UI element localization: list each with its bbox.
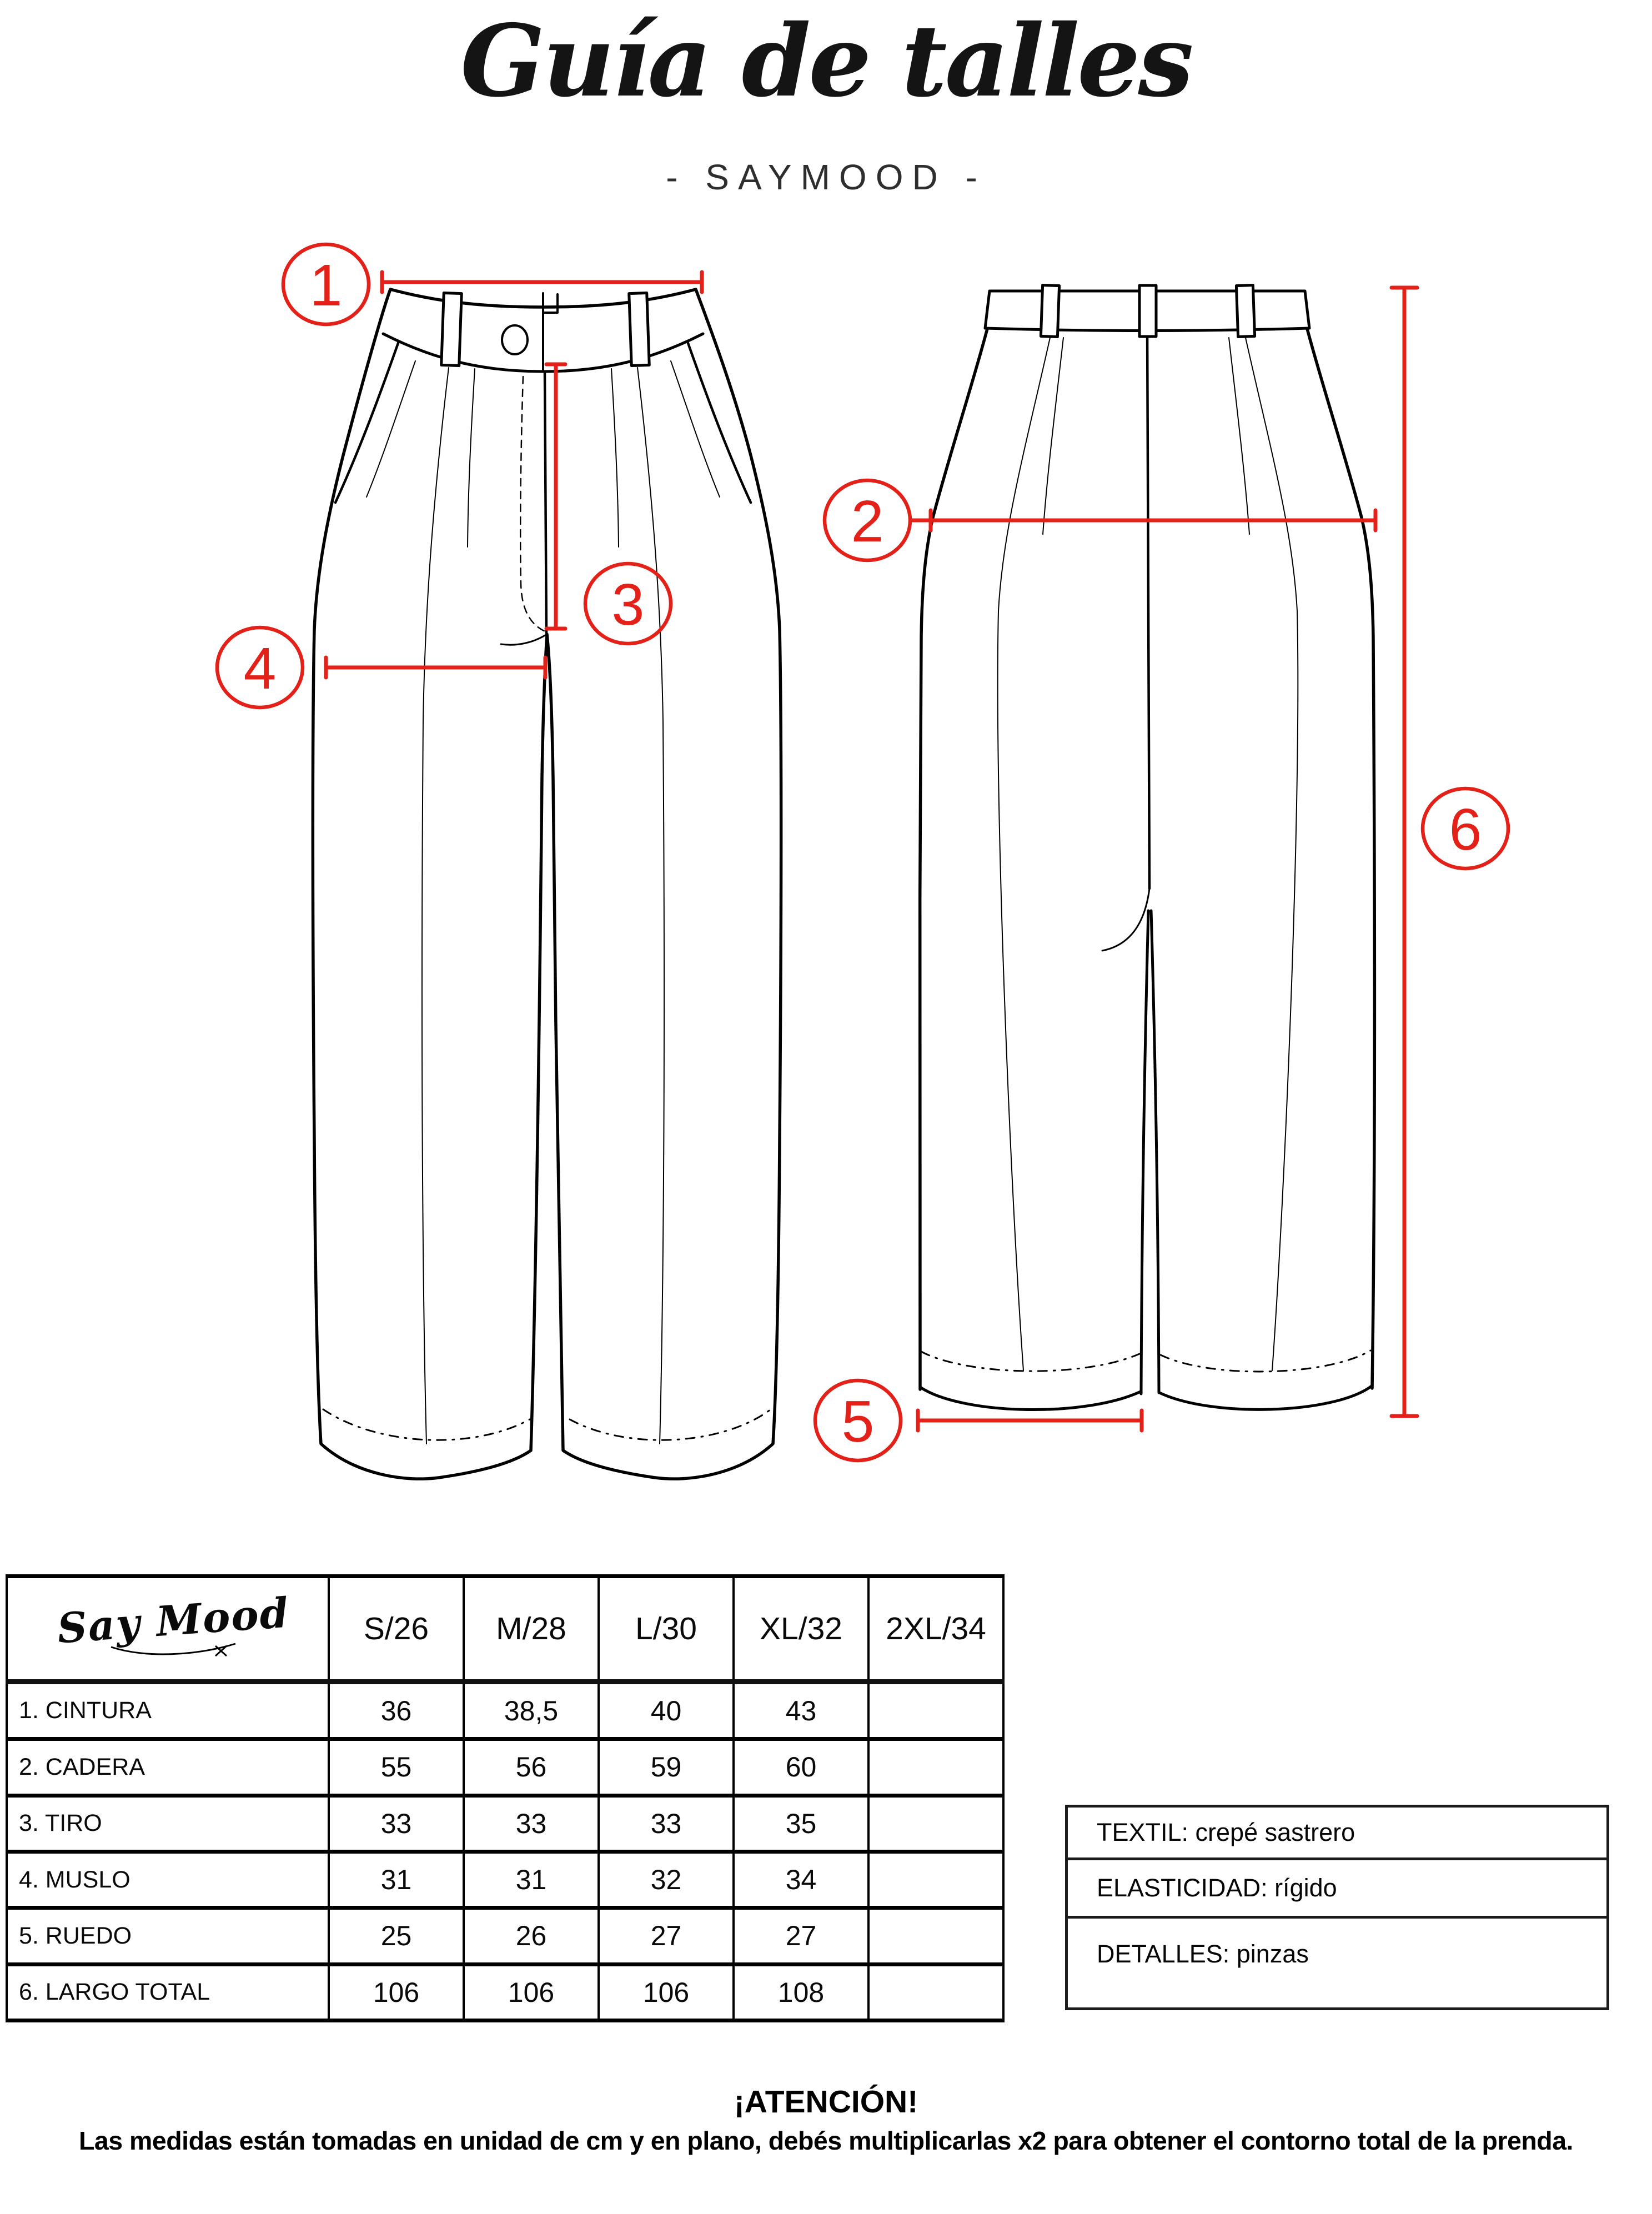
warning-body: Las medidas están tomadas en unidad de cm y en plano, debés multiplicarlas x2 para obtener el contorno total de la prenda. bbox=[79, 2126, 1573, 2155]
cell-value bbox=[868, 1795, 1003, 1851]
front-left-crease bbox=[422, 368, 449, 1444]
cell-value: 31 bbox=[329, 1851, 464, 1907]
cell-value: 31 bbox=[464, 1851, 599, 1907]
front-right-pocket-bag bbox=[671, 361, 720, 497]
cell-value: 26 bbox=[464, 1908, 599, 1964]
front-left-pocket-bag bbox=[366, 361, 415, 497]
cell-value: 33 bbox=[599, 1795, 734, 1851]
cell-value bbox=[868, 1908, 1003, 1964]
callout-number-5: 5 bbox=[841, 1389, 875, 1454]
size-col-header: M/28 bbox=[464, 1577, 599, 1682]
front-right-hem-dashed bbox=[570, 1409, 771, 1440]
back-left-hem-dashed bbox=[921, 1352, 1139, 1371]
front-button bbox=[502, 325, 528, 354]
back-crotch-curve bbox=[1102, 888, 1149, 951]
callout-number-1: 1 bbox=[309, 253, 343, 318]
front-right-crease bbox=[637, 368, 664, 1444]
cell-value: 36 bbox=[329, 1682, 464, 1739]
back-left-dart bbox=[1043, 338, 1063, 534]
front-left-pleat bbox=[468, 369, 475, 547]
row-label: 2. CADERA bbox=[7, 1739, 329, 1795]
row-label: 1. CINTURA bbox=[7, 1682, 329, 1739]
cell-value: 33 bbox=[464, 1795, 599, 1851]
back-left-side-seam bbox=[920, 329, 987, 1389]
cell-value: 106 bbox=[464, 1964, 599, 2020]
size-col-header: 2XL/34 bbox=[868, 1577, 1003, 1682]
cell-value: 35 bbox=[734, 1795, 868, 1851]
cell-value bbox=[868, 1964, 1003, 2020]
back-right-dart bbox=[1229, 338, 1249, 534]
cell-value: 34 bbox=[734, 1851, 868, 1907]
cell-value: 40 bbox=[599, 1682, 734, 1739]
brand-signature-cell bbox=[7, 1577, 329, 1682]
cell-value: 108 bbox=[734, 1964, 868, 2020]
detail-detalles: DETALLES: pinzas bbox=[1097, 1940, 1309, 1968]
front-right-pleat bbox=[611, 369, 619, 547]
table-row-muslo bbox=[7, 1851, 1003, 1907]
cell-value: 38,5 bbox=[464, 1682, 599, 1739]
row-label: 3. TIRO bbox=[7, 1795, 329, 1851]
cell-value: 27 bbox=[599, 1908, 734, 1964]
cell-value: 43 bbox=[734, 1682, 868, 1739]
cell-value: 33 bbox=[329, 1795, 464, 1851]
callout-number-2: 2 bbox=[851, 489, 884, 554]
row-label: 5. RUEDO bbox=[7, 1908, 329, 1964]
warning-title: ¡ATENCIÓN! bbox=[734, 2084, 918, 2120]
size-col-header: S/26 bbox=[329, 1577, 464, 1682]
pants-front-view bbox=[313, 289, 781, 1479]
back-belt-loop-left bbox=[1041, 285, 1059, 337]
table-row-ruedo bbox=[7, 1908, 1003, 1964]
cell-value bbox=[868, 1739, 1003, 1795]
table-row-cintura bbox=[7, 1682, 1003, 1739]
cell-value: 106 bbox=[599, 1964, 734, 2020]
front-center-front-seam bbox=[545, 371, 546, 633]
cell-value: 106 bbox=[329, 1964, 464, 2020]
back-belt-loop-right bbox=[1236, 285, 1254, 337]
table-row-cadera bbox=[7, 1739, 1003, 1795]
front-belt-loop-right bbox=[629, 293, 650, 365]
back-left-hem bbox=[920, 1387, 1141, 1410]
cell-value bbox=[868, 1682, 1003, 1739]
table-row-tiro bbox=[7, 1795, 1003, 1851]
row-label: 4. MUSLO bbox=[7, 1851, 329, 1907]
callout-number-3: 3 bbox=[611, 572, 645, 637]
size-table bbox=[6, 1574, 1005, 2022]
measure-line-leg-opening bbox=[918, 1410, 1142, 1430]
measure-line-total-length bbox=[1392, 288, 1417, 1416]
front-fly-stitch-dashed bbox=[520, 376, 546, 632]
detail-elasticidad: ELASTICIDAD: rígido bbox=[1068, 1860, 1606, 1919]
cell-value: 55 bbox=[329, 1739, 464, 1795]
cell-value: 59 bbox=[599, 1739, 734, 1795]
page-title: Guía de talles bbox=[460, 3, 1192, 119]
front-crotch-curve bbox=[501, 634, 547, 645]
back-center-seam bbox=[1147, 329, 1149, 888]
front-belt-loop-left bbox=[441, 293, 462, 365]
brand-signature: Say Mood bbox=[56, 1589, 291, 1653]
back-right-hem bbox=[1159, 1386, 1372, 1409]
measure-line-thigh bbox=[326, 657, 545, 677]
cell-value: 27 bbox=[734, 1908, 868, 1964]
callout-number-6: 6 bbox=[1449, 797, 1482, 862]
back-right-crease bbox=[1246, 338, 1298, 1370]
cell-value: 25 bbox=[329, 1908, 464, 1964]
cell-value: 32 bbox=[599, 1851, 734, 1907]
size-table-header-row bbox=[7, 1577, 1003, 1682]
cell-value: 56 bbox=[464, 1739, 599, 1795]
measure-line-hip bbox=[911, 510, 1375, 530]
detail-textil: TEXTIL: crepé sastrero bbox=[1068, 1808, 1606, 1860]
back-right-inseam bbox=[1151, 911, 1159, 1393]
measurement-annotations bbox=[217, 244, 1508, 1460]
back-right-side-seam bbox=[1307, 329, 1374, 1388]
row-label: 6. LARGO TOTAL bbox=[7, 1964, 329, 2020]
front-fly-notch bbox=[543, 293, 558, 369]
measure-line-rise bbox=[546, 364, 565, 629]
front-silhouette bbox=[313, 289, 781, 1479]
back-left-crease bbox=[998, 338, 1050, 1370]
table-row-largo-total bbox=[7, 1964, 1003, 2020]
fabric-details-box bbox=[1065, 1805, 1609, 2010]
back-belt-loop-center bbox=[1139, 285, 1156, 337]
callout-number-4: 4 bbox=[243, 636, 277, 701]
size-col-header: XL/32 bbox=[734, 1577, 868, 1682]
cell-value: 60 bbox=[734, 1739, 868, 1795]
pants-back-view bbox=[920, 285, 1374, 1410]
back-right-hem-dashed bbox=[1161, 1351, 1370, 1372]
measure-line-waist bbox=[382, 272, 702, 292]
size-col-header: L/30 bbox=[599, 1577, 734, 1682]
back-left-inseam bbox=[1141, 911, 1148, 1394]
brand-subtitle: - SAYMOOD - bbox=[666, 157, 986, 197]
cell-value bbox=[868, 1851, 1003, 1907]
